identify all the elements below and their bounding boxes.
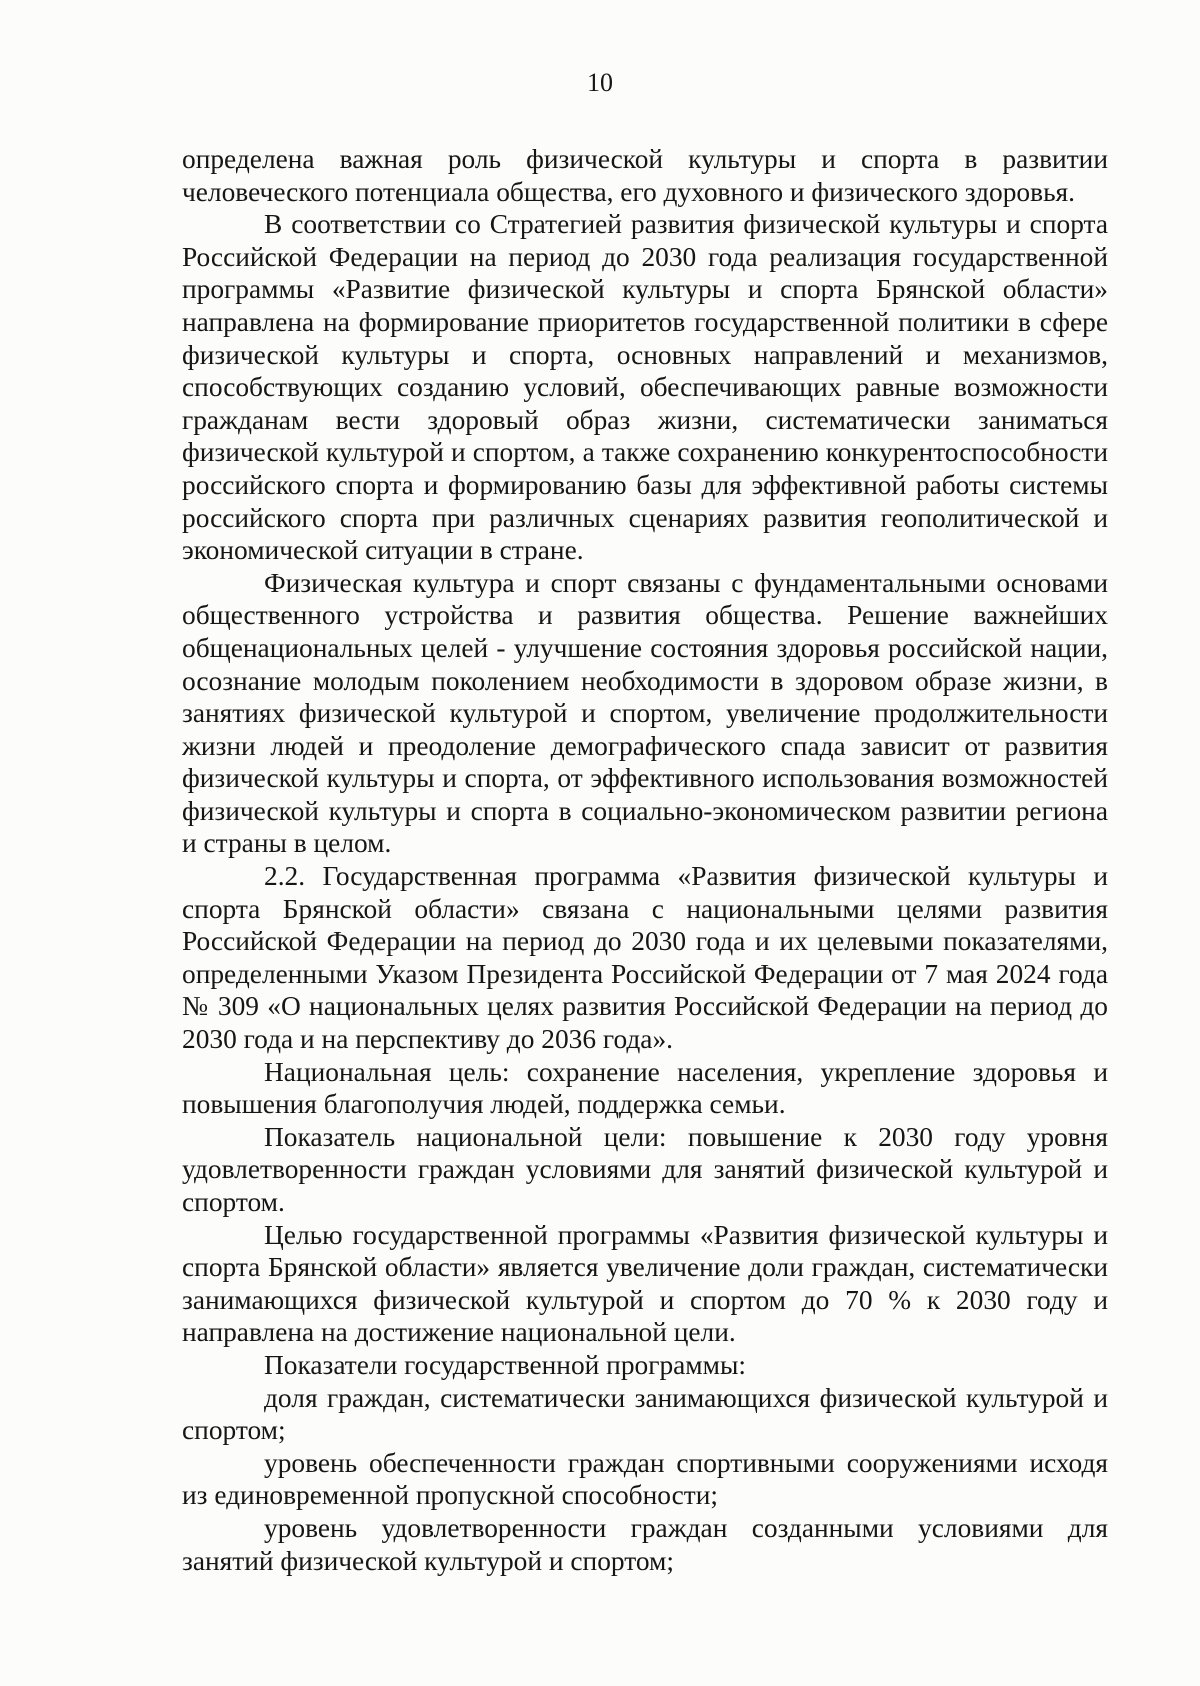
paragraph-fundamentals: Физическая культура и спорт связаны с фундаментальными основами общественного устройства и развития общества. Решение важнейших общенациональных целей - улучшение состояния здоровья российской нации, осознание молодым поколением необходимости в здоровом образе жизни, в занятиях физической культурой и спортом, увеличение продолжительности жизни людей и преодоление демографического спада зависит от развития физической культуры и спорта, от эффективного использования возможностей физической культуры и спорта в социально-экономическом развитии региона и страны в целом. — [182, 567, 1108, 859]
paragraph-section-2-2: 2.2. Государственная программа «Развития физической культуры и спорта Брянской области» связана с национальными целями развития Российской Федерации на период до 2030 года и их целевыми показателями, определенными Указом Президента Российской Федерации от 7 мая 2024 года № 309 «О национальных целях развития Российской Федерации на период до 2030 года и на перспективу до 2036 года». — [182, 861, 1108, 1055]
list-item-indicator-1: доля граждан, систематически занимающихся физической культурой и спортом; — [182, 1382, 1108, 1446]
paragraph-strategy: В соответствии со Стратегией развития физической культуры и спорта Российской Федерации на период до 2030 года реализация государственной программы «Развитие физической культуры и спорта Брянской области» направлена на формирование приоритетов государственной политики в сфере физической культуры и спорта, основных направлений и механизмов, способствующих созданию условий, обеспечивающих равные возможности гражданам вести здоровый образ жизни, систематически заниматься физической культурой и спортом, а также сохранению конкурентоспособности российского спорта и формированию базы для эффективной работы системы российского спорта при различных сценариях развития геополитической и экономической ситуации в стране. — [182, 209, 1108, 566]
page-number: 10 — [587, 68, 613, 97]
document-body — [182, 143, 1108, 1577]
paragraph-indicators-heading: Показатели государственной программы: — [264, 1349, 746, 1380]
list-item-indicator-3: уровень удовлетворенности граждан созданными условиями для занятий физической культурой и спортом; — [182, 1512, 1108, 1576]
paragraph-national-goal: Национальная цель: сохранение населения, укрепление здоровья и повышения благополучия людей, поддержка семьи. — [182, 1056, 1108, 1120]
paragraph-intro-continuation: определена важная роль физической культуры и спорта в развитии человеческого потенциала общества, его духовного и физического здоровья. — [182, 144, 1108, 207]
paragraph-national-indicator: Показатель национальной цели: повышение к 2030 году уровня удовлетворенности граждан условиями для занятий физической культурой и спортом. — [182, 1121, 1108, 1217]
paragraph-program-goal: Целью государственной программы «Развития физической культуры и спорта Брянской области» является увеличение доли граждан, систематически занимающихся физической культурой и спортом до 70 % к 2030 году и направлена на достижение национальной цели. — [182, 1219, 1108, 1348]
list-item-indicator-2: уровень обеспеченности граждан спортивными сооружениями исходя из единовременной пропускной способности; — [182, 1447, 1108, 1511]
